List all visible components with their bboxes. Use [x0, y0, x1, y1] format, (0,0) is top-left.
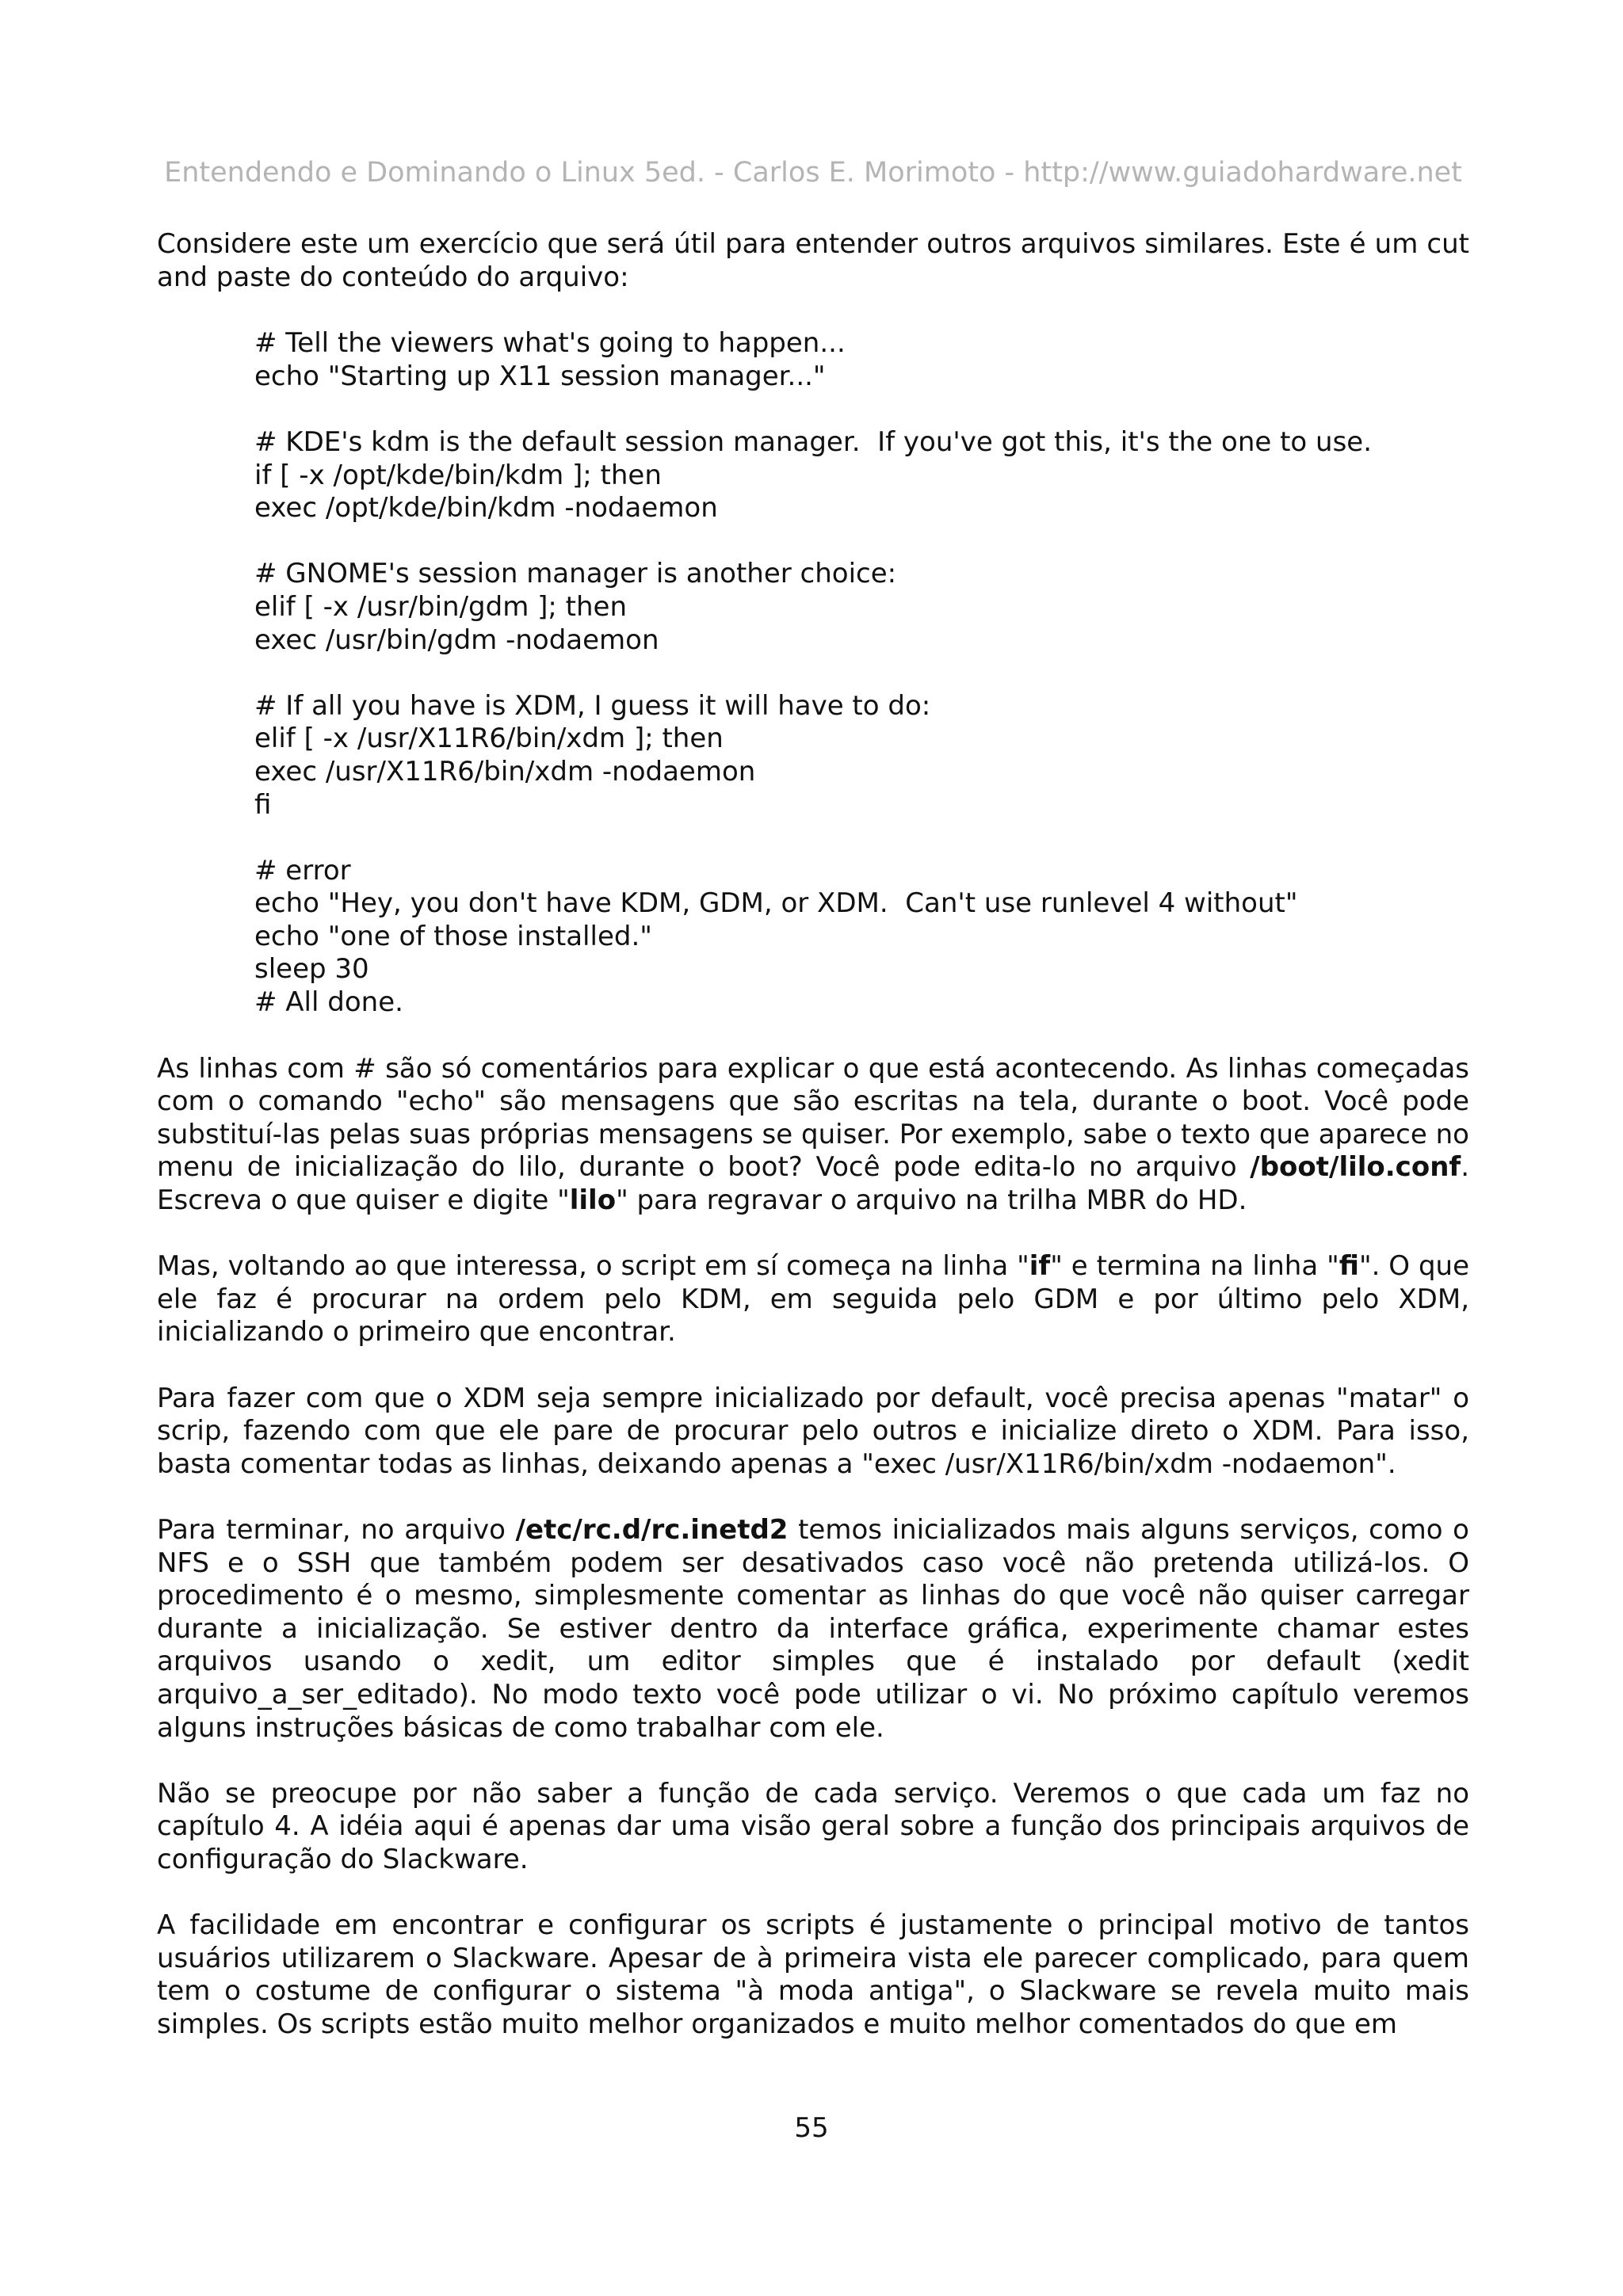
text-run: As linhas com # são só comentários para explicar o que está acontecendo. As linhas começadas com o comando "echo" são mensagens que são escritas na tela, durante o boot. Você pode substituí-las pelas suas próprias mensagens se quiser. Por exemplo, sabe o texto que aparece no menu de inicialização do lilo, durante o boot? Você pode edita-lo no arquivo	[157, 1052, 1469, 1184]
code-line: exec /usr/X11R6/bin/xdm -nodaemon	[254, 755, 756, 788]
code-line	[254, 822, 1469, 855]
paragraph-script-logic	[157, 1250, 1469, 1349]
bold-filename: /boot/lilo.conf	[1250, 1151, 1461, 1184]
text-run: temos inicializados mais alguns serviços, como o NFS e o SSH que também podem ser desativados caso você não pretenda utilizá-los. O procedimento é o mesmo, simplesmente comentar as linhas do que você não quiser carregar durante a inicialização. Se estiver dentro da interface gráfica, experimente chamar estes arquivos usando o xedit, um editor simples que é instalado por default (xedit arquivo_a_ser_editado). No modo texto você pode utilizar o vi. No próximo capítulo veremos alguns instruções básicas de como trabalhar com ele.	[157, 1513, 1469, 1744]
paragraph-services: Não se preocupe por não saber a função de cada serviço. Veremos o que cada um faz no capítulo 4. A idéia aqui é apenas dar uma visão geral sobre a função dos principais arquivos de configuração do Slackware.	[157, 1777, 1469, 1875]
bold-keyword-fi: fi	[1338, 1250, 1359, 1283]
code-line: fi	[254, 788, 272, 821]
text-run: ". O que ele faz é procurar na ordem pelo KDM, em seguida pelo GDM e por último pelo XDM, inicializando o primeiro que encontrar.	[157, 1250, 1469, 1348]
bold-filename: /etc/rc.d/rc.inetd2	[515, 1513, 789, 1546]
paragraph-inetd	[157, 1514, 1469, 1745]
paragraph-slackware: A facilidade em encontrar e configurar os scripts é justamente o principal motivo de tantos usuários utilizarem o Slackware. Apesar de à primeira vista ele parecer complicado, para quem tem o costume de configurar o sistema "à moda antiga", o Slackware se revela muito mais simples. Os scripts estão muito melhor organizados e muito melhor comentados do que em	[157, 1909, 1469, 2040]
code-line: echo "Hey, you don't have KDM, GDM, or XDM. Can't use runlevel 4 without"	[254, 887, 1298, 920]
text-run: Mas, voltando ao que interessa, o script em sí começa na linha "	[157, 1250, 1029, 1283]
code-line: # If all you have is XDM, I guess it will have to do:	[254, 689, 931, 722]
page-number: 55	[794, 2112, 829, 2144]
code-line: # Tell the viewers what's going to happen...	[254, 327, 846, 360]
code-line: echo "Starting up X11 session manager..."	[254, 360, 826, 392]
code-line: elif [ -x /usr/X11R6/bin/xdm ]; then	[254, 723, 724, 755]
text-run: Para terminar, no arquivo	[157, 1513, 516, 1546]
page-body	[157, 228, 1469, 2074]
text-run: " para regravar o arquivo na trilha MBR do HD.	[616, 1184, 1247, 1217]
code-line: # error	[254, 854, 351, 887]
code-line	[254, 525, 1469, 559]
code-line: exec /usr/bin/gdm -nodaemon	[254, 624, 659, 656]
code-line: # All done.	[254, 986, 403, 1019]
bold-keyword-if: if	[1029, 1250, 1051, 1283]
code-line: elif [ -x /usr/bin/gdm ]; then	[254, 590, 628, 623]
code-line: # GNOME's session manager is another choice:	[254, 558, 897, 590]
intro-paragraph: Considere este um exercício que será útil para entender outros arquivos similares. Este é um cut and paste do conteúdo do arquivo:	[157, 228, 1469, 293]
bold-command: lilo	[569, 1184, 617, 1217]
code-line: if [ -x /opt/kde/bin/kdm ]; then	[254, 459, 662, 491]
code-line: echo "one of those installed."	[254, 920, 652, 952]
paragraph-xdm-default: Para fazer com que o XDM seja sempre inicializado por default, você precisa apenas "matar" o scrip, fazendo com que ele pare de procurar pelo outros e inicialize direto o XDM. Para isso, basta comentar todas as linhas, deixando apenas a "exec /usr/X11R6/bin/xdm -nodaemon".	[157, 1382, 1469, 1480]
code-listing	[157, 327, 1469, 1019]
text-run: " e termina na linha "	[1050, 1250, 1339, 1283]
text-run: . Escreva o que quiser e digite "	[157, 1151, 1469, 1217]
code-line: sleep 30	[254, 953, 369, 986]
code-line	[254, 393, 1469, 426]
code-line: # KDE's kdm is the default session manager. If you've got this, it's the one to use.	[254, 425, 1373, 458]
paragraph-comments	[157, 1053, 1469, 1218]
code-line: exec /opt/kde/bin/kdm -nodaemon	[254, 492, 718, 524]
body-paragraphs	[157, 1053, 1469, 2042]
code-line	[254, 657, 1469, 690]
running-header: Entendendo e Dominando o Linux 5ed. - Carlos E. Morimoto - http://www.guiadohardware.net	[164, 157, 1462, 189]
